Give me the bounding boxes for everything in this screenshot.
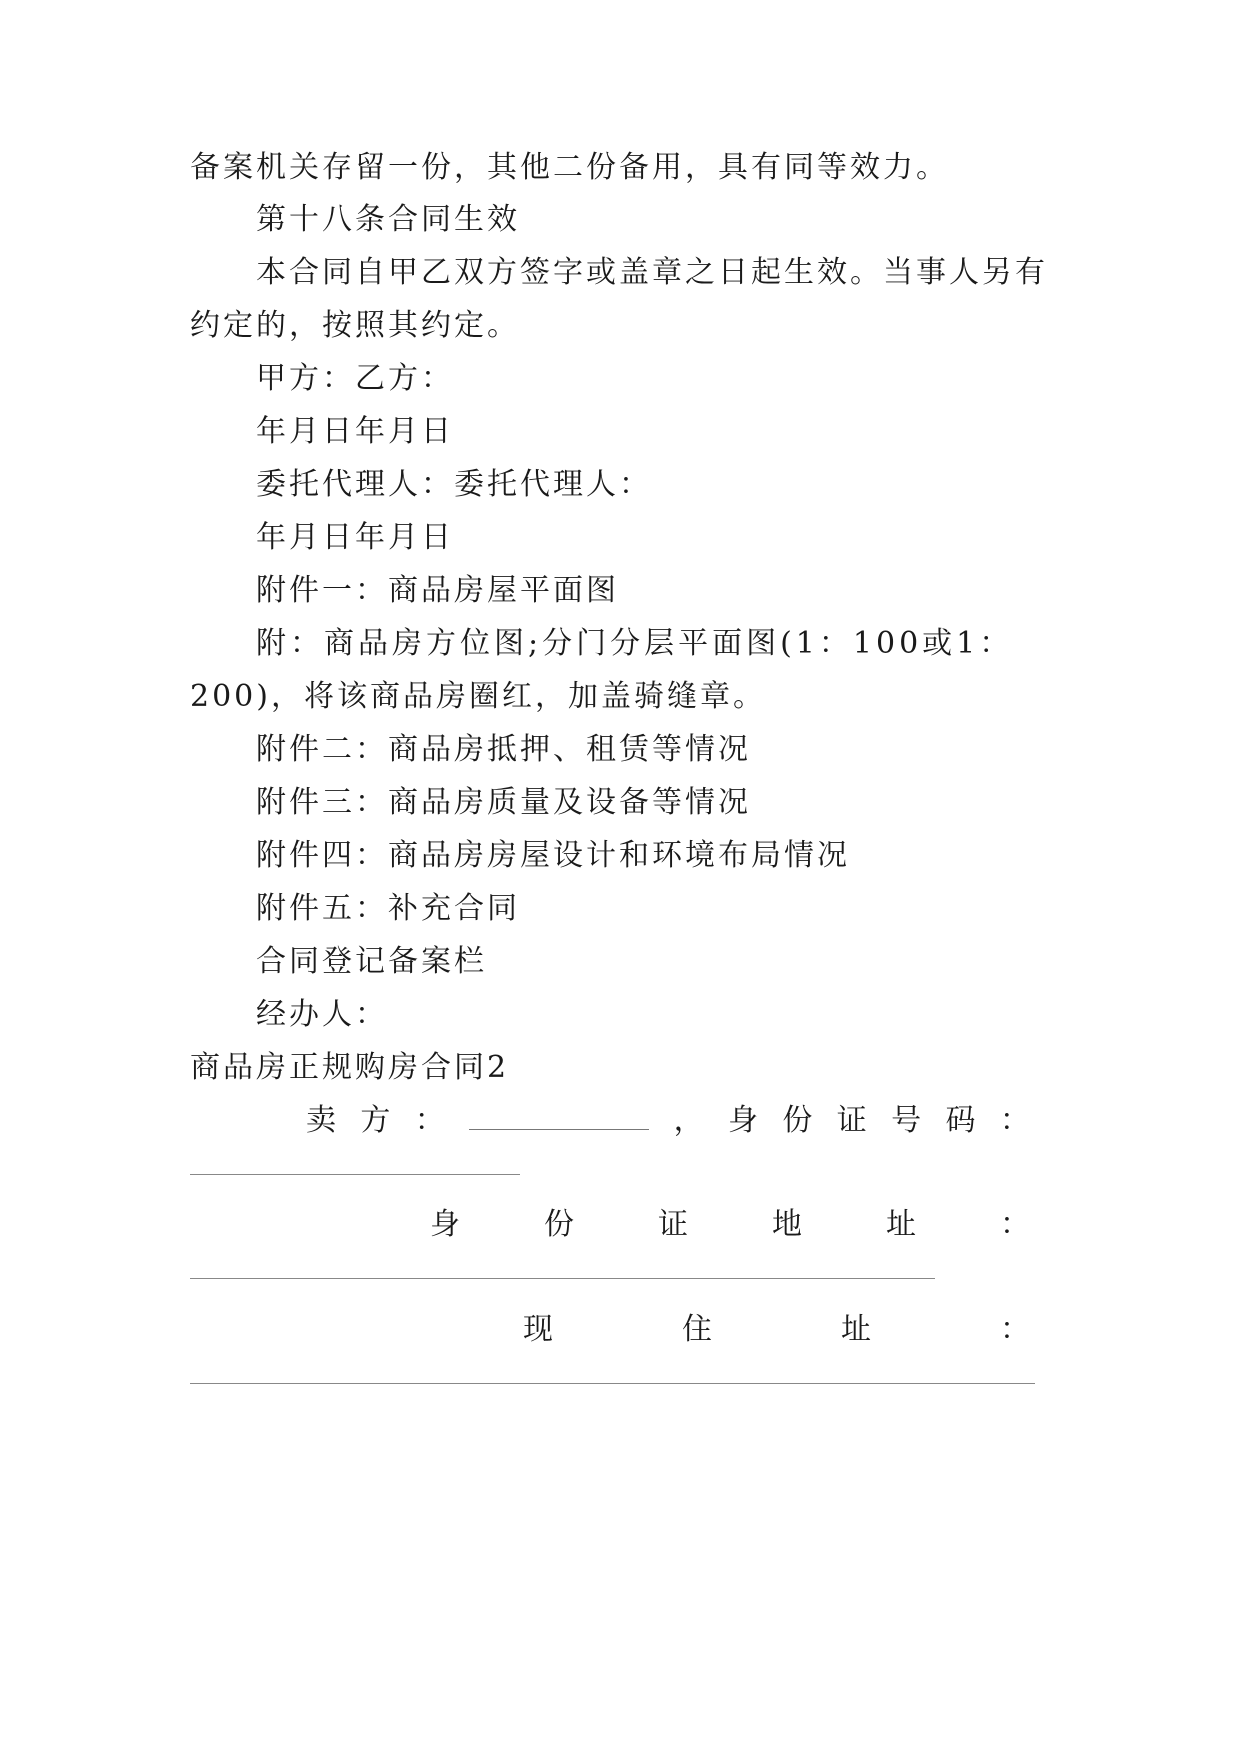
- current-address-blank[interactable]: [190, 1383, 1035, 1384]
- attachment-1: 附件一：商品房屋平面图: [256, 573, 619, 608]
- id-address-row: [190, 1205, 1030, 1245]
- seller-char: ：: [414, 1103, 445, 1138]
- current-address-char: 址: [841, 1312, 871, 1347]
- text-line-1: 备案机关存留一份，其他二份备用，具有同等效力。: [190, 150, 949, 185]
- id-address-blank[interactable]: [190, 1278, 935, 1279]
- seller-char: 卖: [306, 1103, 336, 1138]
- agent-labels: 委托代理人：委托代理人：: [256, 467, 652, 502]
- seller-char: 份: [782, 1103, 813, 1138]
- seller-char: 号: [891, 1103, 922, 1138]
- attachment-2: 附件二：商品房抵押、租赁等情况: [256, 732, 751, 767]
- text-line-3: 本合同自甲乙双方签字或盖章之日起生效。当事人另有: [256, 255, 1048, 290]
- id-number-blank[interactable]: [190, 1174, 520, 1175]
- seller-char: 码: [945, 1103, 976, 1138]
- seller-char: 身: [727, 1103, 758, 1138]
- article-18-heading: 第十八条合同生效: [256, 202, 520, 237]
- current-address-char: 现: [523, 1312, 553, 1347]
- text-line-4: 约定的，按照其约定。: [190, 308, 520, 343]
- attachment-5: 附件五：补充合同: [256, 891, 520, 926]
- attachment-note-cont: 200)，将该商品房圈红，加盖骑缝章。: [190, 679, 766, 714]
- date-line-2: 年月日年月日: [256, 520, 454, 555]
- current-address-char: ：: [1000, 1312, 1030, 1347]
- id-address-char: 地: [772, 1207, 802, 1242]
- current-address-row: [190, 1310, 1030, 1350]
- seller-char: ：: [999, 1103, 1030, 1138]
- id-address-char: 份: [544, 1207, 574, 1242]
- seller-char: 方: [360, 1103, 391, 1138]
- id-address-char: 身: [430, 1207, 460, 1242]
- attachment-4: 附件四：商品房房屋设计和环境布局情况: [256, 838, 850, 873]
- id-address-char: 址: [886, 1207, 916, 1242]
- date-line-1: 年月日年月日: [256, 414, 454, 449]
- party-labels: 甲方：乙方：: [256, 361, 454, 396]
- registration-section: 合同登记备案栏: [256, 944, 487, 979]
- seller-char: ，: [673, 1103, 704, 1138]
- seller-row: [190, 1101, 1030, 1141]
- attachment-3: 附件三：商品房质量及设备等情况: [256, 785, 751, 820]
- seller-name-blank[interactable]: [469, 1105, 649, 1130]
- id-address-char: 证: [658, 1207, 688, 1242]
- handler-label: 经办人：: [256, 997, 388, 1032]
- id-address-char: ：: [1000, 1207, 1030, 1242]
- seller-char: 证: [836, 1103, 867, 1138]
- contract-2-title: 商品房正规购房合同2: [190, 1050, 510, 1085]
- current-address-char: 住: [682, 1312, 712, 1347]
- attachment-note: 附：商品房方位图;分门分层平面图(1：100或1：: [256, 626, 1014, 661]
